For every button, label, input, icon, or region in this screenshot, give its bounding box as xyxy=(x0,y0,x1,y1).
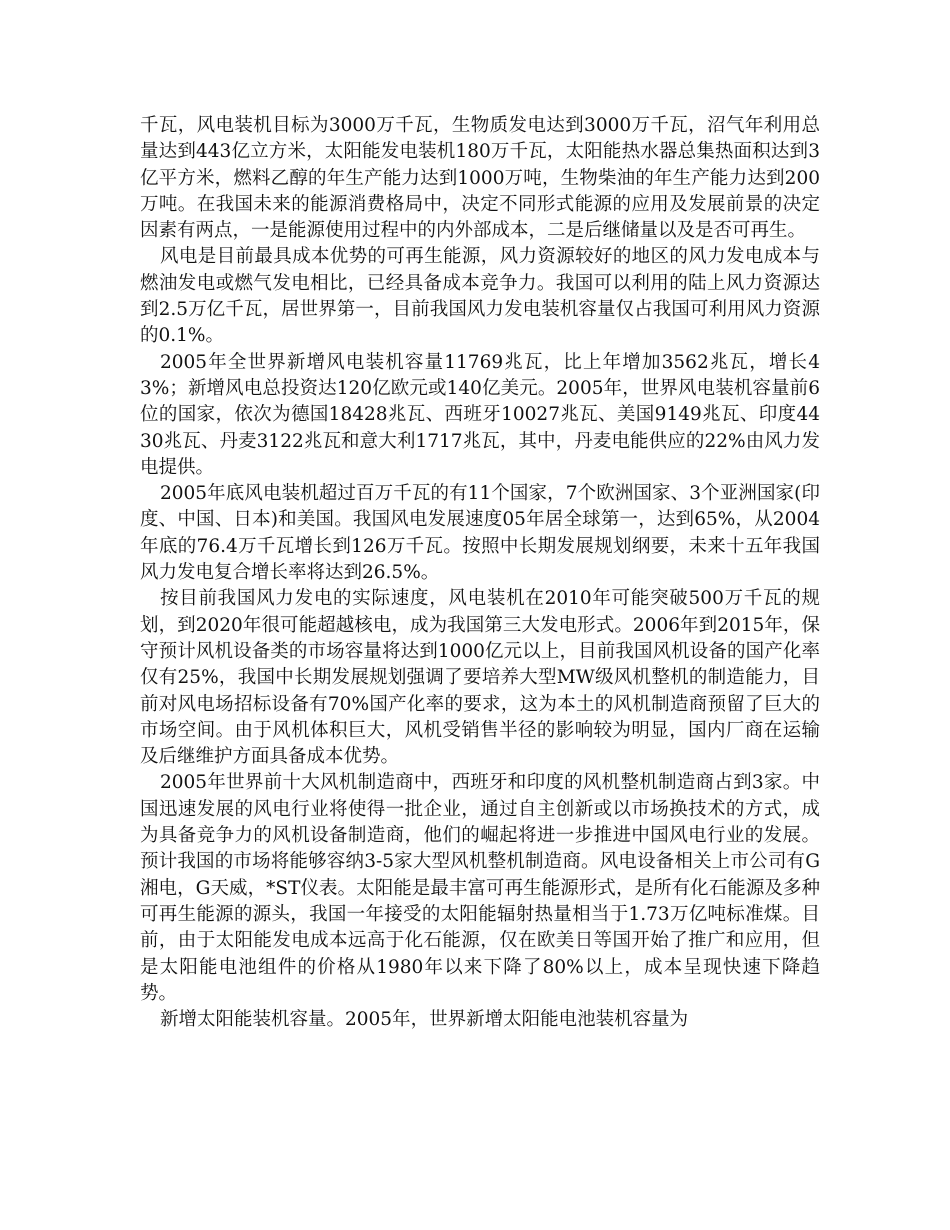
paragraph-wind-speed-forecast: 按目前我国风力发电的实际速度，风电装机在2010年可能突破500万千瓦的规划，到2020年很可能超越核电，成为我国第三大发电形式。2006年到2015年，保守预计风机设备类的市场容量将达到1000亿元以上，目前我国风机设备的国产化率仅有25%，我国中长期发展规划强调了要培养大型MW级风机整机的制造能力，目前对风电场招标设备有70%国产化率的要求，这为本土的风机制造商预留了巨大的市场空间。由于风机体积巨大，风机受销售半径的影响较为明显，国内厂商在运输及后继维护方面具备成本优势。 xyxy=(140,588,820,768)
paragraph-2005-world-wind: 2005年全世界新增风电装机容量11769兆瓦，比上年增加3562兆瓦，增长43%；新增风电总投资达120亿欧元或140亿美元。2005年，世界风电装机容量前6位的国家，依次为德国18428兆瓦、西班牙10027兆瓦、美国9149兆瓦、印度4430兆瓦、丹麦3122兆瓦和意大利1717兆瓦，其中，丹麦电能供应的22%由风力发电提供。 xyxy=(140,351,820,478)
paragraph-2005-million-kw-countries: 2005年底风电装机超过百万千瓦的有11个国家，7个欧洲国家、3个亚洲国家(印度、中国、日本)和美国。我国风电发展速度05年居全球第一，达到65%，从2004年底的76.4万千瓦增长到126万千瓦。按照中长期发展规划纲要，未来十五年我国风力发电复合增长率将达到26.5%。 xyxy=(140,483,820,584)
paragraph-continuation: 千瓦，风电装机目标为3000万千瓦，生物质发电达到3000万千瓦，沼气年利用总量达到443亿立方米，太阳能发电装机180万千瓦，太阳能热水器总集热面积达到3亿平方米，燃料乙醇的年生产能力达到1000万吨，生物柴油的年生产能力达到200万吨。在我国未来的能源消费格局中，决定不同形式能源的应用及发展前景的决定因素有两点，一是能源使用过程中的内外部成本，二是后继储量以及是否可再生。 xyxy=(140,115,820,242)
paragraph-top-ten-manufacturers: 2005年世界前十大风机制造商中，西班牙和印度的风机整机制造商占到3家。中国迅速发展的风电行业将使得一批企业，通过自主创新或以市场换技术的方式，成为具备竞争力的风机设备制造商，他们的崛起将进一步推进中国风电行业的发展。预计我国的市场将能够容纳3-5家大型风机整机制造商。风电设备相关上市公司有G湘电，G天威，*ST仪表。太阳能是最丰富可再生能源形式，是所有化石能源及多种可再生能源的源头，我国一年接受的太阳能辐射热量相当于1.73万亿吨标准煤。目前，由于太阳能发电成本远高于化石能源，仅在欧美日等国开始了推广和应用，但是太阳能电池组件的价格从1980年以来下降了80%以上，成本呈现快速下降趋势。 xyxy=(140,772,820,1004)
paragraph-new-solar-capacity: 新增太阳能装机容量。2005年，世界新增太阳能电池装机容量为 xyxy=(160,1009,689,1031)
document-body xyxy=(140,113,820,1033)
paragraph-wind-power-cost: 风电是目前最具成本优势的可再生能源，风力资源较好的地区的风力发电成本与燃油发电或燃气发电相比，已经具备成本竞争力。我国可以利用的陆上风力资源达到2.5万亿千瓦，居世界第一，目前我国风力发电装机容量仅占我国可利用风力资源的0.1%。 xyxy=(140,246,820,347)
